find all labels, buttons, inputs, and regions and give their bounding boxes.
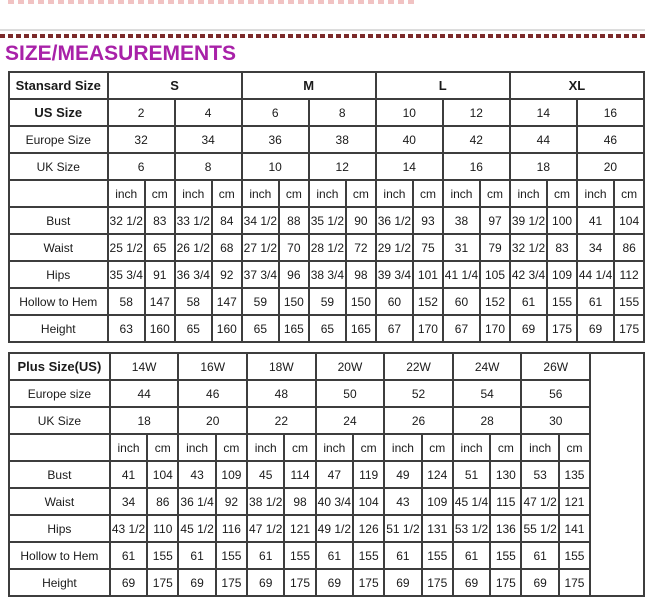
divider-thin-line — [0, 29, 645, 31]
value-cell: 63 — [108, 315, 145, 342]
value-cell: 45 1/4 — [453, 488, 490, 515]
value-cell: 175 — [353, 569, 384, 596]
value-cell: 155 — [490, 542, 521, 569]
value-cell: 39 1/2 — [510, 207, 547, 234]
value-cell: 101 — [413, 261, 443, 288]
value-cell: 50 — [316, 380, 385, 407]
table-row — [9, 434, 644, 461]
value-cell: 40 — [376, 126, 443, 153]
value-cell: 36 1/4 — [178, 488, 215, 515]
value-cell: 48 — [247, 380, 316, 407]
value-cell: 97 — [480, 207, 510, 234]
value-cell: inch — [453, 434, 490, 461]
value-cell: inch — [309, 180, 346, 207]
value-cell: 69 — [453, 569, 490, 596]
value-cell: 152 — [480, 288, 510, 315]
value-cell: inch — [110, 434, 147, 461]
value-cell: 65 — [175, 315, 212, 342]
value-cell: 119 — [353, 461, 384, 488]
value-cell: 44 1/4 — [577, 261, 614, 288]
value-cell: inch — [178, 434, 215, 461]
value-cell: 150 — [346, 288, 376, 315]
value-cell: 38 1/2 — [247, 488, 284, 515]
value-cell: 36 — [242, 126, 309, 153]
value-cell: 67 — [376, 315, 413, 342]
value-cell: 53 1/2 — [453, 515, 490, 542]
value-cell: 24 — [316, 407, 385, 434]
value-cell: 68 — [212, 234, 242, 261]
value-cell: 16 — [443, 153, 510, 180]
value-cell: 24W — [453, 353, 522, 380]
value-cell: 58 — [175, 288, 212, 315]
value-cell: 59 — [242, 288, 279, 315]
value-cell: cm — [413, 180, 443, 207]
value-cell: 34 — [175, 126, 242, 153]
row-label-cell: Hips — [9, 515, 110, 542]
value-cell: 61 — [384, 542, 421, 569]
value-cell: 155 — [559, 542, 590, 569]
page-title: SIZE/MEASUREMENTS — [5, 42, 237, 65]
value-cell: 155 — [422, 542, 453, 569]
value-cell: L — [376, 72, 510, 99]
value-cell: 135 — [559, 461, 590, 488]
value-cell: 136 — [490, 515, 521, 542]
table-row — [9, 407, 644, 434]
value-cell: 18W — [247, 353, 316, 380]
row-label-cell: Hips — [9, 261, 108, 288]
value-cell: inch — [242, 180, 279, 207]
value-cell: 110 — [147, 515, 178, 542]
value-cell: 20W — [316, 353, 385, 380]
value-cell: 25 1/2 — [108, 234, 145, 261]
value-cell: 49 — [384, 461, 421, 488]
row-label-cell: Waist — [9, 234, 108, 261]
value-cell: 32 — [108, 126, 175, 153]
value-cell: 175 — [284, 569, 315, 596]
value-cell: 96 — [279, 261, 309, 288]
table-row — [9, 153, 644, 180]
value-cell: inch — [521, 434, 558, 461]
value-cell: 115 — [490, 488, 521, 515]
value-cell: 83 — [145, 207, 175, 234]
value-cell: 47 1/2 — [247, 515, 284, 542]
value-cell: 46 — [178, 380, 247, 407]
value-cell: 45 1/2 — [178, 515, 215, 542]
value-cell: 60 — [443, 288, 480, 315]
value-cell: 46 — [577, 126, 644, 153]
clipped-red-text-fragment — [8, 0, 418, 4]
empty-spacer-cell — [590, 353, 644, 596]
value-cell: 32 1/2 — [108, 207, 145, 234]
value-cell: 160 — [212, 315, 242, 342]
value-cell: 20 — [577, 153, 644, 180]
table-row — [9, 288, 644, 315]
value-cell: 121 — [284, 515, 315, 542]
value-cell: 60 — [376, 288, 413, 315]
table-row — [9, 234, 644, 261]
value-cell: 69 — [316, 569, 353, 596]
row-label-cell: Waist — [9, 488, 110, 515]
value-cell: 52 — [384, 380, 453, 407]
value-cell: 109 — [547, 261, 577, 288]
value-cell: 69 — [510, 315, 547, 342]
value-cell: 39 3/4 — [376, 261, 413, 288]
table-row — [9, 569, 644, 596]
value-cell: 98 — [284, 488, 315, 515]
value-cell: cm — [346, 180, 376, 207]
value-cell: 69 — [247, 569, 284, 596]
value-cell: 16W — [178, 353, 247, 380]
value-cell: 109 — [216, 461, 247, 488]
table-row — [9, 180, 644, 207]
value-cell: cm — [212, 180, 242, 207]
value-cell: 43 1/2 — [110, 515, 147, 542]
value-cell: 2 — [108, 99, 175, 126]
value-cell: cm — [480, 180, 510, 207]
value-cell: 104 — [147, 461, 178, 488]
value-cell: 65 — [145, 234, 175, 261]
value-cell: 175 — [216, 569, 247, 596]
value-cell: 30 — [521, 407, 590, 434]
table-row — [9, 515, 644, 542]
value-cell: 16 — [577, 99, 644, 126]
table-row — [9, 488, 644, 515]
value-cell: 6 — [108, 153, 175, 180]
value-cell: 20 — [178, 407, 247, 434]
value-cell: 8 — [309, 99, 376, 126]
value-cell: 38 — [309, 126, 376, 153]
value-cell: 4 — [175, 99, 242, 126]
value-cell: cm — [147, 434, 178, 461]
value-cell: 69 — [577, 315, 614, 342]
value-cell: 175 — [559, 569, 590, 596]
value-cell: 121 — [559, 488, 590, 515]
value-cell: 79 — [480, 234, 510, 261]
value-cell: 27 1/2 — [242, 234, 279, 261]
value-cell: 36 1/2 — [376, 207, 413, 234]
value-cell: 59 — [309, 288, 346, 315]
value-cell: 61 — [178, 542, 215, 569]
value-cell: 33 1/2 — [175, 207, 212, 234]
value-cell: 75 — [413, 234, 443, 261]
value-cell: 109 — [422, 488, 453, 515]
value-cell: S — [108, 72, 242, 99]
row-label-cell: Europe size — [9, 380, 110, 407]
value-cell: 28 1/2 — [309, 234, 346, 261]
value-cell: 155 — [353, 542, 384, 569]
value-cell: 38 — [443, 207, 480, 234]
value-cell: inch — [108, 180, 145, 207]
value-cell: 160 — [145, 315, 175, 342]
value-cell: 26 — [384, 407, 453, 434]
row-label-cell: Hollow to Hem — [9, 288, 108, 315]
value-cell: 93 — [413, 207, 443, 234]
table-row — [9, 380, 644, 407]
value-cell: 61 — [510, 288, 547, 315]
value-cell: 43 — [384, 488, 421, 515]
value-cell: 54 — [453, 380, 522, 407]
table-row — [9, 542, 644, 569]
value-cell: 28 — [453, 407, 522, 434]
value-cell: 38 3/4 — [309, 261, 346, 288]
row-label-cell: Stansard Size — [9, 72, 108, 99]
value-cell: 26 1/2 — [175, 234, 212, 261]
value-cell: 47 1/2 — [521, 488, 558, 515]
value-cell: 100 — [547, 207, 577, 234]
value-cell: 91 — [145, 261, 175, 288]
value-cell: 175 — [547, 315, 577, 342]
value-cell: cm — [559, 434, 590, 461]
value-cell: 90 — [346, 207, 376, 234]
value-cell: 147 — [212, 288, 242, 315]
value-cell: 69 — [521, 569, 558, 596]
value-cell: 26W — [521, 353, 590, 380]
table-row — [9, 353, 644, 380]
table-row — [9, 126, 644, 153]
value-cell: 41 1/4 — [443, 261, 480, 288]
value-cell: 69 — [384, 569, 421, 596]
value-cell: 175 — [147, 569, 178, 596]
value-cell: inch — [443, 180, 480, 207]
value-cell: 55 1/2 — [521, 515, 558, 542]
value-cell: 41 — [577, 207, 614, 234]
value-cell: 42 — [443, 126, 510, 153]
value-cell: 104 — [614, 207, 644, 234]
table-row — [9, 261, 644, 288]
value-cell: 175 — [422, 569, 453, 596]
value-cell: 43 — [178, 461, 215, 488]
value-cell: inch — [175, 180, 212, 207]
value-cell: 22W — [384, 353, 453, 380]
row-label-cell: Europe Size — [9, 126, 108, 153]
value-cell: 155 — [284, 542, 315, 569]
value-cell: 34 — [110, 488, 147, 515]
table-row — [9, 315, 644, 342]
value-cell: cm — [614, 180, 644, 207]
value-cell: 14 — [376, 153, 443, 180]
value-cell: 47 — [316, 461, 353, 488]
row-label-cell: Height — [9, 569, 110, 596]
value-cell: 155 — [147, 542, 178, 569]
row-label-cell: US Size — [9, 99, 108, 126]
value-cell: 53 — [521, 461, 558, 488]
value-cell: 105 — [480, 261, 510, 288]
value-cell: 141 — [559, 515, 590, 542]
value-cell: 84 — [212, 207, 242, 234]
value-cell: inch — [577, 180, 614, 207]
value-cell: 29 1/2 — [376, 234, 413, 261]
value-cell: 32 1/2 — [510, 234, 547, 261]
value-cell: 51 — [453, 461, 490, 488]
value-cell: 86 — [147, 488, 178, 515]
value-cell: 35 1/2 — [309, 207, 346, 234]
value-cell: cm — [422, 434, 453, 461]
value-cell: XL — [510, 72, 644, 99]
plus-size-table — [8, 352, 645, 597]
value-cell: 170 — [413, 315, 443, 342]
value-cell: 92 — [212, 261, 242, 288]
value-cell: 155 — [216, 542, 247, 569]
value-cell: 86 — [614, 234, 644, 261]
value-cell: 124 — [422, 461, 453, 488]
value-cell: 70 — [279, 234, 309, 261]
value-cell: 69 — [178, 569, 215, 596]
value-cell: 12 — [443, 99, 510, 126]
row-label-cell: Bust — [9, 461, 110, 488]
value-cell: cm — [490, 434, 521, 461]
value-cell: 49 1/2 — [316, 515, 353, 542]
value-cell: 6 — [242, 99, 309, 126]
value-cell: inch — [247, 434, 284, 461]
value-cell: 88 — [279, 207, 309, 234]
value-cell: 14W — [110, 353, 179, 380]
row-label-cell: Plus Size(US) — [9, 353, 110, 380]
value-cell: inch — [510, 180, 547, 207]
value-cell: inch — [384, 434, 421, 461]
value-cell: 112 — [614, 261, 644, 288]
value-cell: 114 — [284, 461, 315, 488]
value-cell: 61 — [577, 288, 614, 315]
value-cell: 44 — [510, 126, 577, 153]
row-label-cell — [9, 180, 108, 207]
value-cell: 170 — [480, 315, 510, 342]
value-cell: 61 — [521, 542, 558, 569]
value-cell: 45 — [247, 461, 284, 488]
value-cell: 83 — [547, 234, 577, 261]
row-label-cell: Hollow to Hem — [9, 542, 110, 569]
row-label-cell: Bust — [9, 207, 108, 234]
value-cell: 10 — [242, 153, 309, 180]
value-cell: 152 — [413, 288, 443, 315]
row-label-cell: UK Size — [9, 407, 110, 434]
value-cell: 155 — [614, 288, 644, 315]
value-cell: 67 — [443, 315, 480, 342]
value-cell: 61 — [247, 542, 284, 569]
value-cell: 35 3/4 — [108, 261, 145, 288]
value-cell: cm — [145, 180, 175, 207]
value-cell: cm — [353, 434, 384, 461]
value-cell: 116 — [216, 515, 247, 542]
value-cell: 61 — [316, 542, 353, 569]
value-cell: 34 1/2 — [242, 207, 279, 234]
value-cell: cm — [547, 180, 577, 207]
value-cell: 37 3/4 — [242, 261, 279, 288]
value-cell: 92 — [216, 488, 247, 515]
table-row — [9, 72, 644, 99]
value-cell: 72 — [346, 234, 376, 261]
value-cell: 126 — [353, 515, 384, 542]
value-cell: 147 — [145, 288, 175, 315]
value-cell: 65 — [309, 315, 346, 342]
value-cell: 155 — [547, 288, 577, 315]
standard-size-table — [8, 71, 645, 343]
row-label-cell: Height — [9, 315, 108, 342]
value-cell: 31 — [443, 234, 480, 261]
row-label-cell — [9, 434, 110, 461]
value-cell: 131 — [422, 515, 453, 542]
value-cell: 18 — [510, 153, 577, 180]
value-cell: 12 — [309, 153, 376, 180]
table-row — [9, 99, 644, 126]
value-cell: 65 — [242, 315, 279, 342]
value-cell: cm — [279, 180, 309, 207]
value-cell: 36 3/4 — [175, 261, 212, 288]
value-cell: 104 — [353, 488, 384, 515]
value-cell: 61 — [453, 542, 490, 569]
value-cell: 22 — [247, 407, 316, 434]
value-cell: 42 3/4 — [510, 261, 547, 288]
value-cell: 41 — [110, 461, 147, 488]
value-cell: cm — [284, 434, 315, 461]
table-row — [9, 207, 644, 234]
value-cell: inch — [316, 434, 353, 461]
value-cell: 165 — [346, 315, 376, 342]
value-cell: 130 — [490, 461, 521, 488]
value-cell: cm — [216, 434, 247, 461]
value-cell: 150 — [279, 288, 309, 315]
value-cell: 61 — [110, 542, 147, 569]
value-cell: 98 — [346, 261, 376, 288]
value-cell: 34 — [577, 234, 614, 261]
value-cell: 44 — [110, 380, 179, 407]
value-cell: inch — [376, 180, 413, 207]
value-cell: 175 — [614, 315, 644, 342]
value-cell: 175 — [490, 569, 521, 596]
value-cell: 8 — [175, 153, 242, 180]
value-cell: 58 — [108, 288, 145, 315]
value-cell: 40 3/4 — [316, 488, 353, 515]
table-row — [9, 461, 644, 488]
value-cell: 165 — [279, 315, 309, 342]
value-cell: 69 — [110, 569, 147, 596]
value-cell: M — [242, 72, 376, 99]
value-cell: 14 — [510, 99, 577, 126]
divider-dashed-line — [0, 34, 645, 38]
value-cell: 18 — [110, 407, 179, 434]
row-label-cell: UK Size — [9, 153, 108, 180]
value-cell: 51 1/2 — [384, 515, 421, 542]
value-cell: 56 — [521, 380, 590, 407]
value-cell: 10 — [376, 99, 443, 126]
